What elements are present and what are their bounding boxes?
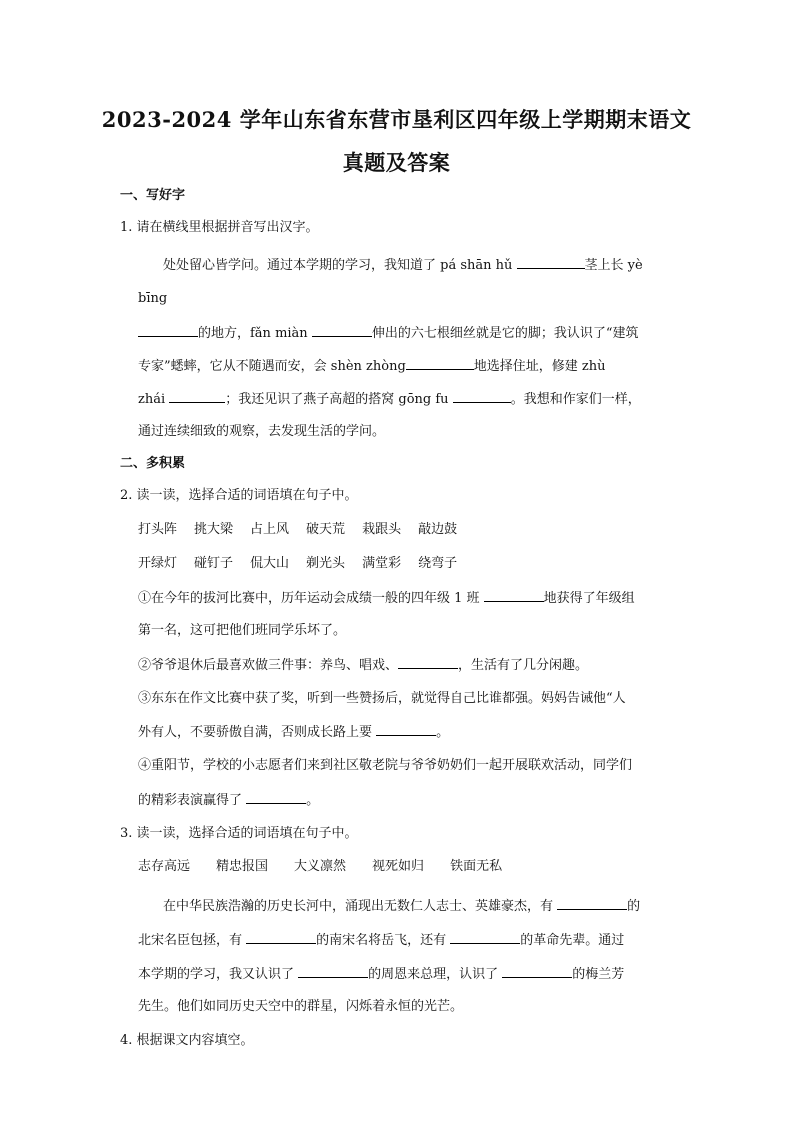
- q1-paragraph-line2: bīng: [138, 291, 168, 306]
- word-option: 碰钉子: [194, 556, 234, 571]
- word-option: 绕弯子: [418, 556, 458, 571]
- answer-blank[interactable]: [398, 656, 458, 669]
- q2-sentence1-line2: 第一名，这可把他们班同学乐坏了。: [138, 623, 347, 638]
- word-option: 破天荒: [306, 522, 346, 537]
- text: 的革命先辈。通过: [520, 933, 625, 948]
- text: 地选择住址，修建 zhù: [473, 359, 606, 374]
- word-option: 满堂彩: [362, 556, 402, 571]
- q2-sentence3-line2: [138, 723, 449, 742]
- word-option: 铁面无私: [450, 859, 503, 874]
- word-option: 栽跟头: [362, 522, 402, 537]
- text: 北宋名臣包拯，有: [138, 933, 247, 948]
- text: 的梅兰芳: [572, 967, 625, 982]
- answer-blank[interactable]: [376, 723, 436, 736]
- q3-word-bank: [138, 858, 528, 876]
- answer-blank[interactable]: [450, 931, 520, 944]
- q3-paragraph-line3: [138, 965, 624, 984]
- text: 的周恩来总理，认识了: [368, 967, 503, 982]
- text: 伸出的六七根细丝就是它的脚；我认识了“建筑: [371, 326, 639, 341]
- q1-prompt: 1. 请在横线里根据拼音写出汉字。: [120, 220, 319, 235]
- word-option: 大义凛然: [294, 859, 347, 874]
- q2-prompt: 2. 读一读，选择合适的词语填在句子中。: [120, 488, 358, 503]
- text: ①在今年的拔河比赛中，历年运动会成绩一般的四年级 1 班: [138, 591, 484, 606]
- q3-paragraph-line4: 先生。他们如同历史天空中的群星，闪烁着永恒的光芒。: [138, 999, 464, 1014]
- q2-sentence3-line1: ③东东在作文比赛中获了奖，听到一些赞扬后，就觉得自己比谁都强。妈妈告诫他“人: [138, 691, 626, 706]
- text: 。: [306, 793, 320, 808]
- answer-blank[interactable]: [557, 897, 627, 910]
- answer-blank[interactable]: [246, 931, 316, 944]
- word-option: 开绿灯: [138, 556, 178, 571]
- text: 处处留心皆学问。通过本学期的学习，我知道了 pá shān hǔ: [163, 258, 517, 273]
- q2-sentence4-line2: [138, 791, 319, 810]
- text: 的南宋名将岳飞，还有: [316, 933, 451, 948]
- q2-sentence2: [138, 656, 588, 675]
- text: 的: [627, 899, 641, 914]
- q1-paragraph-line1: [163, 256, 643, 275]
- text: 茎上长 yè: [584, 258, 643, 273]
- answer-blank[interactable]: [298, 965, 368, 978]
- answer-blank[interactable]: [484, 589, 544, 602]
- answer-blank[interactable]: [406, 357, 474, 370]
- q1-paragraph-line4: [138, 357, 606, 376]
- answer-blank[interactable]: [246, 791, 306, 804]
- document-title-line2: 真题及答案: [342, 150, 451, 175]
- word-option: 视死如归: [372, 859, 425, 874]
- word-option: 敲边鼓: [418, 522, 458, 537]
- text: 的地方，fǎn miàn: [198, 326, 312, 341]
- word-option: 挑大梁: [194, 522, 234, 537]
- q2-word-bank-row2: [138, 555, 474, 573]
- answer-blank[interactable]: [453, 390, 511, 403]
- section2-heading: 二、多积累: [120, 456, 186, 471]
- q4-prompt: 4. 根据课文内容填空。: [120, 1033, 254, 1048]
- word-option: 占上风: [250, 522, 290, 537]
- word-option: 志存高远: [138, 859, 191, 874]
- text: ②爷爷退休后最喜欢做三件事：养鸟、唱戏、: [138, 658, 399, 673]
- word-option: 打头阵: [138, 522, 178, 537]
- q3-prompt: 3. 读一读，选择合适的词语填在句子中。: [120, 826, 358, 841]
- answer-blank[interactable]: [517, 256, 585, 269]
- answer-blank[interactable]: [502, 965, 572, 978]
- word-option: 侃大山: [250, 556, 290, 571]
- text: 专家”蟋蟀，它从不随遇而安，会 shèn zhòng: [138, 359, 406, 374]
- q3-paragraph-line2: [138, 931, 624, 950]
- text: 。我想和作家们一样，: [510, 392, 641, 407]
- answer-blank[interactable]: [312, 324, 372, 337]
- q3-paragraph-line1: [163, 897, 640, 916]
- text: ，生活有了几分闲趣。: [458, 658, 589, 673]
- q1-paragraph-line6: 通过连续细致的观察，去发现生活的学问。: [138, 424, 386, 439]
- q1-paragraph-line5: [138, 390, 641, 409]
- word-option: 精忠报国: [216, 859, 269, 874]
- word-option: 剃光头: [306, 556, 346, 571]
- answer-blank[interactable]: [138, 324, 198, 337]
- text: 本学期的学习，我又认识了: [138, 967, 299, 982]
- text: 在中华民族浩瀚的历史长河中，涌现出无数仁人志士、英雄豪杰，有: [163, 899, 558, 914]
- document-title-line1: 2023-2024 学年山东省东营市垦利区四年级上学期期末语文: [101, 107, 692, 132]
- text: zhái: [138, 392, 170, 407]
- q1-paragraph-line3: [138, 324, 638, 343]
- text: 外有人，不要骄傲自满，否则成长路上要: [138, 725, 377, 740]
- q2-sentence4-line1: ④重阳节，学校的小志愿者们来到社区敬老院与爷爷奶奶们一起开展联欢活动，同学们: [138, 758, 633, 773]
- section1-heading: 一、写好字: [120, 188, 186, 203]
- text: 地获得了年级组: [543, 591, 635, 606]
- answer-blank[interactable]: [169, 390, 225, 403]
- q2-sentence1-line1: [138, 589, 635, 608]
- text: ；我还见识了燕子高超的搭窝 gōng fu: [225, 392, 453, 407]
- text: 的精彩表演赢得了: [138, 793, 247, 808]
- q2-word-bank-row1: [138, 521, 474, 539]
- text: 。: [436, 725, 450, 740]
